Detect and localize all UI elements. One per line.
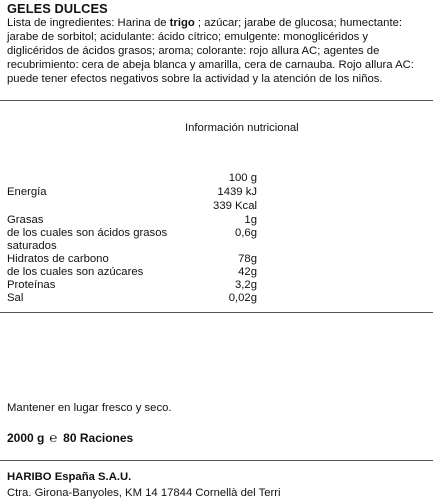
ingredients-rest: ; azúcar; jarabe de glucosa; humectante: jarabe de sorbitol; acidulante: ácido cítrico; emulgente: monoglicéridos y diglicéridos de ácidos grasos; aroma; colorante: rojo allura AC; agentes de recubrimiento: cera de abeja blanca y amarilla, cera de carnauba. Rojo allura AC: puede tener efectos negativos sobre la actividad y la atención de los niños. bbox=[7, 17, 414, 85]
nutrition-row bbox=[7, 214, 427, 227]
nutrition-value: 78g bbox=[238, 253, 257, 265]
nutrition-row bbox=[7, 266, 427, 279]
nutrition-value: 100 g bbox=[228, 172, 257, 184]
net-weight: 2000 g bbox=[7, 431, 45, 445]
nutrition-value: 42g bbox=[238, 266, 257, 278]
company-address: Ctra. Girona-Banyoles, KM 14 17844 Cornellà del Terri bbox=[7, 487, 281, 499]
nutrition-label: Sal bbox=[7, 292, 24, 304]
nutrition-row bbox=[7, 172, 427, 185]
company-name: HARIBO España S.A.U. bbox=[7, 471, 132, 483]
nutrition-label: Grasas bbox=[7, 214, 44, 226]
package-info bbox=[7, 430, 133, 446]
divider-bottom bbox=[0, 460, 433, 461]
nutrition-value: 0,02g bbox=[228, 292, 257, 304]
divider-middle bbox=[0, 312, 433, 313]
nutrition-value: 3,2g bbox=[235, 279, 257, 291]
nutrition-row bbox=[7, 279, 427, 292]
nutrition-label: Hidratos de carbono bbox=[7, 253, 109, 265]
portions: 80 Raciones bbox=[63, 431, 134, 445]
nutrition-label: saturados bbox=[7, 240, 57, 252]
nutrition-row bbox=[7, 253, 427, 266]
nutrition-value: 0,6g bbox=[235, 227, 257, 239]
nutrition-value: 339 Kcal bbox=[213, 200, 257, 212]
nutrition-row bbox=[7, 227, 427, 240]
ingredients-text bbox=[7, 16, 427, 86]
divider-top bbox=[0, 100, 433, 101]
ingredients-prefix: Lista de ingredientes: Harina de bbox=[7, 17, 170, 29]
nutrition-label: Energía bbox=[7, 186, 47, 198]
nutrition-title: Información nutricional bbox=[185, 122, 299, 134]
estimated-sign: ℮ bbox=[49, 430, 58, 445]
ingredients-allergen: trigo bbox=[169, 17, 195, 29]
nutrition-row bbox=[7, 200, 427, 213]
storage-instructions: Mantener en lugar fresco y seco. bbox=[7, 402, 172, 414]
nutrition-row bbox=[7, 292, 427, 305]
nutrition-value: 1g bbox=[244, 214, 257, 226]
nutrition-row bbox=[7, 240, 427, 253]
product-title: GELES DULCES bbox=[7, 1, 108, 16]
nutrition-value: 1439 kJ bbox=[217, 186, 257, 198]
nutrition-label: de los cuales son ácidos grasos bbox=[7, 227, 168, 239]
nutrition-label: de los cuales son azúcares bbox=[7, 266, 144, 278]
nutrition-label: Proteínas bbox=[7, 279, 56, 291]
nutrition-row bbox=[7, 186, 427, 199]
